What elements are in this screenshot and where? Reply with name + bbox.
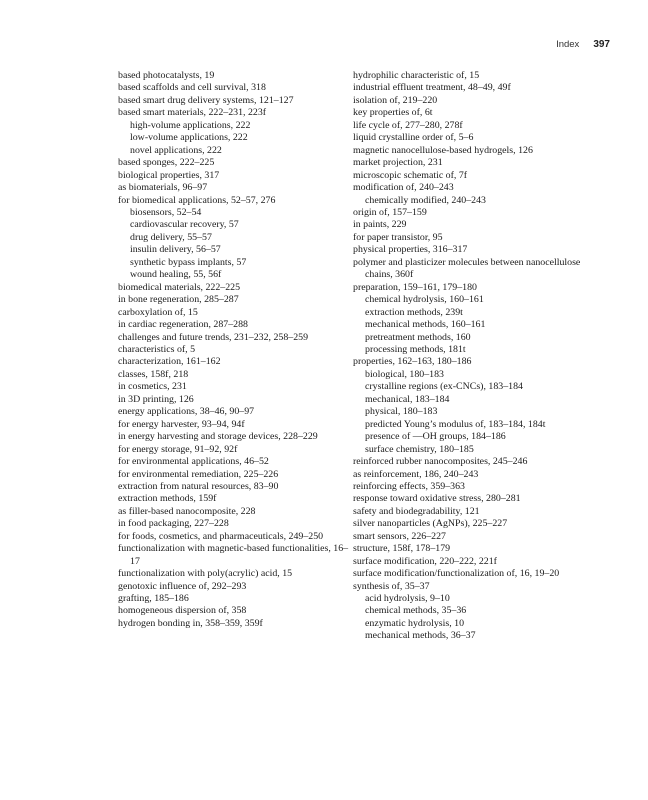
index-entry	[353, 506, 598, 518]
entry-text: for energy storage, 91–92, 92f	[118, 443, 238, 455]
index-entry	[353, 556, 598, 568]
index-entry	[118, 381, 350, 393]
entry-text: for environmental applications, 46–52	[118, 456, 269, 468]
index-entry	[118, 543, 350, 568]
index-entry	[118, 444, 350, 456]
entry-text: silver nanoparticles (AgNPs), 225–227	[353, 518, 508, 530]
entry-text: characterization, 161–162	[118, 356, 221, 368]
index-subentry	[353, 381, 598, 393]
entry-text: energy applications, 38–46, 90–97	[118, 406, 255, 418]
index-entry	[118, 531, 350, 543]
index-entry	[353, 518, 598, 530]
entry-text: mechanical, 183–184	[365, 393, 450, 405]
index-entry	[353, 95, 598, 107]
index-subentry	[118, 269, 350, 281]
entry-text: processing methods, 181t	[365, 343, 466, 355]
entry-text: for energy harvester, 93–94, 94f	[118, 418, 245, 430]
index-subentry	[353, 307, 598, 319]
index-entry	[118, 618, 350, 630]
index-subentry	[353, 431, 598, 443]
index-entry	[353, 170, 598, 182]
index-entry	[118, 157, 350, 169]
entry-text: in cardiac regeneration, 287–288	[118, 319, 248, 331]
index-entry	[118, 481, 350, 493]
index-column-right	[353, 70, 598, 643]
index-subentry	[118, 219, 350, 231]
entry-text: in bone regeneration, 285–287	[118, 294, 239, 306]
entry-text: crystalline regions (ex-CNCs), 183–184	[365, 381, 523, 393]
entry-text: life cycle of, 277–280, 278f	[353, 119, 463, 131]
index-entry	[118, 356, 350, 368]
index-entry	[353, 207, 598, 219]
entry-text: as biomaterials, 96–97	[118, 182, 208, 194]
entry-text: characteristics of, 5	[118, 343, 196, 355]
index-subentry	[353, 369, 598, 381]
index-subentry	[353, 319, 598, 331]
index-entry	[118, 469, 350, 481]
index-subentry	[118, 207, 350, 219]
entry-text: response toward oxidative stress, 280–281	[353, 493, 521, 505]
entry-text: for environmental remediation, 225–226	[118, 468, 279, 480]
index-subentry	[353, 419, 598, 431]
entry-text: polymer and plasticizer molecules between nanocellulose chains, 360f	[353, 256, 581, 281]
entry-text: high-volume applications, 222	[130, 119, 251, 131]
entry-text: predicted Young’s modulus of, 183–184, 184t	[365, 418, 546, 430]
entry-text: preparation, 159–161, 179–180	[353, 281, 477, 293]
index-entry	[118, 456, 350, 468]
entry-text: isolation of, 219–220	[353, 94, 438, 106]
entry-text: grafting, 185–186	[118, 593, 189, 605]
entry-text: carboxylation of, 15	[118, 306, 198, 318]
entry-text: as reinforcement, 186, 240–243	[353, 468, 479, 480]
entry-text: in 3D printing, 126	[118, 393, 194, 405]
index-column-left	[118, 70, 350, 630]
index-entry	[353, 282, 598, 294]
entry-text: structure, 158f, 178–179	[353, 543, 451, 555]
index-entry	[353, 581, 598, 593]
index-subentry	[353, 406, 598, 418]
index-entry	[118, 568, 350, 580]
entry-text: extraction methods, 159f	[118, 493, 217, 505]
section-title: Index	[556, 39, 580, 50]
index-subentry	[353, 344, 598, 356]
entry-text: based photocatalysts, 19	[118, 70, 215, 81]
index-entry	[353, 469, 598, 481]
entry-text: surface chemistry, 180–185	[365, 443, 474, 455]
index-entry	[118, 581, 350, 593]
entry-text: hydrophilic characteristic of, 15	[353, 70, 480, 81]
index-entry	[353, 456, 598, 468]
index-entry	[118, 182, 350, 194]
index-entry	[353, 157, 598, 169]
entry-text: biological, 180–183	[365, 368, 444, 380]
entry-text: reinforced rubber nanocomposites, 245–246	[353, 456, 528, 468]
entry-text: liquid crystalline order of, 5–6	[353, 132, 474, 144]
index-subentry	[118, 120, 350, 132]
index-entry	[353, 182, 598, 194]
entry-text: chemically modified, 240–243	[365, 194, 486, 206]
index-entry	[118, 493, 350, 505]
index-entry	[118, 394, 350, 406]
index-subentry	[118, 232, 350, 244]
entry-text: based scaffolds and cell survival, 318	[118, 82, 266, 94]
entry-text: surface modification/functionalization of, 16, 19–20	[353, 568, 560, 580]
entry-text: cardiovascular recovery, 57	[130, 219, 239, 231]
entry-text: safety and biodegradability, 121	[353, 505, 480, 517]
index-entry	[353, 493, 598, 505]
entry-text: biological properties, 317	[118, 169, 220, 181]
index-entry	[353, 107, 598, 119]
entry-text: based smart materials, 222–231, 223f	[118, 107, 267, 119]
entry-text: presence of —OH groups, 184–186	[365, 431, 506, 443]
index-entry	[118, 307, 350, 319]
index-entry	[118, 282, 350, 294]
index-subentry	[353, 630, 598, 642]
page-number: 397	[593, 39, 610, 50]
index-entry	[118, 170, 350, 182]
index-entry	[118, 344, 350, 356]
entry-text: chemical hydrolysis, 160–161	[365, 294, 484, 306]
index-subentry	[353, 332, 598, 344]
entry-text: novel applications, 222	[130, 144, 222, 156]
index-entry	[118, 82, 350, 94]
entry-text: origin of, 157–159	[353, 206, 427, 218]
index-subentry	[118, 145, 350, 157]
entry-text: enzymatic hydrolysis, 10	[365, 617, 465, 629]
index-entry	[118, 518, 350, 530]
index-entry	[118, 406, 350, 418]
entry-text: physical, 180–183	[365, 406, 438, 418]
index-entry	[118, 107, 350, 119]
index-subentry	[353, 605, 598, 617]
entry-text: functionalization with magnetic-based functionalities, 16–17	[118, 543, 349, 567]
index-entry	[118, 332, 350, 344]
entry-text: based smart drug delivery systems, 121–127	[118, 94, 294, 106]
entry-text: modification of, 240–243	[353, 182, 454, 194]
entry-text: in paints, 229	[353, 219, 407, 231]
running-header	[556, 39, 610, 55]
entry-text: hydrogen bonding in, 358–359, 359f	[118, 617, 263, 629]
entry-text: for paper transistor, 95	[353, 231, 443, 243]
index-entry	[353, 70, 598, 82]
entry-text: drug delivery, 55–57	[130, 231, 212, 243]
index-subentry	[353, 394, 598, 406]
entry-text: classes, 158f, 218	[118, 368, 189, 380]
entry-text: insulin delivery, 56–57	[130, 244, 221, 256]
entry-text: mechanical methods, 36–37	[365, 630, 476, 642]
index-entry	[118, 294, 350, 306]
index-entry	[118, 431, 350, 443]
index-entry	[353, 531, 598, 543]
index-entry	[353, 82, 598, 94]
index-entry	[118, 605, 350, 617]
entry-text: properties, 162–163, 180–186	[353, 356, 472, 368]
entry-text: in cosmetics, 231	[118, 381, 187, 393]
entry-text: synthetic bypass implants, 57	[130, 256, 247, 268]
index-entry	[353, 481, 598, 493]
index-entry	[353, 145, 598, 157]
index-entry	[353, 356, 598, 368]
entry-text: smart sensors, 226–227	[353, 530, 446, 542]
index-subentry	[118, 244, 350, 256]
entry-text: for foods, cosmetics, and pharmaceuticals, 249–250	[118, 530, 324, 542]
index-subentry	[118, 257, 350, 269]
entry-text: based sponges, 222–225	[118, 157, 215, 169]
entry-text: low-volume applications, 222	[130, 132, 248, 144]
index-subentry	[353, 593, 598, 605]
index-entry	[353, 257, 598, 282]
entry-text: mechanical methods, 160–161	[365, 319, 486, 331]
index-subentry	[353, 618, 598, 630]
entry-text: wound healing, 55, 56f	[130, 269, 222, 281]
entry-text: acid hydrolysis, 9–10	[365, 593, 450, 605]
index-subentry	[353, 294, 598, 306]
entry-text: in energy harvesting and storage devices, 228–229	[118, 431, 318, 443]
index-subentry	[353, 444, 598, 456]
entry-text: key properties of, 6t	[353, 107, 433, 119]
index-entry	[118, 195, 350, 207]
index-entry	[118, 419, 350, 431]
entry-text: extraction methods, 239t	[365, 306, 463, 318]
index-entry	[353, 232, 598, 244]
entry-text: magnetic nanocellulose-based hydrogels, 126	[353, 144, 533, 156]
index-entry	[353, 132, 598, 144]
entry-text: microscopic schematic of, 7f	[353, 169, 468, 181]
entry-text: biosensors, 52–54	[130, 206, 202, 218]
entry-text: homogeneous dispersion of, 358	[118, 605, 247, 617]
index-entry	[118, 506, 350, 518]
index-entry	[118, 70, 350, 82]
entry-text: industrial effluent treatment, 48–49, 49f	[353, 82, 511, 94]
index-entry	[353, 568, 598, 580]
entry-text: in food packaging, 227–228	[118, 518, 229, 530]
entry-text: physical properties, 316–317	[353, 244, 468, 256]
index-subentry	[118, 132, 350, 144]
entry-text: synthesis of, 35–37	[353, 580, 430, 592]
entry-text: functionalization with poly(acrylic) acid, 15	[118, 568, 293, 580]
index-entry	[118, 95, 350, 107]
entry-text: market projection, 231	[353, 157, 443, 169]
index-entry	[353, 219, 598, 231]
index-entry	[353, 244, 598, 256]
entry-text: pretreatment methods, 160	[365, 331, 471, 343]
entry-text: surface modification, 220–222, 221f	[353, 555, 497, 567]
index-entry	[118, 369, 350, 381]
entry-text: as filler-based nanocomposite, 228	[118, 505, 256, 517]
entry-text: chemical methods, 35–36	[365, 605, 467, 617]
entry-text: for biomedical applications, 52–57, 276	[118, 194, 276, 206]
index-entry	[118, 319, 350, 331]
entry-text: challenges and future trends, 231–232, 258–259	[118, 331, 309, 343]
entry-text: extraction from natural resources, 83–90	[118, 480, 279, 492]
entry-text: reinforcing effects, 359–363	[353, 480, 465, 492]
index-entry	[353, 543, 598, 555]
entry-text: genotoxic influence of, 292–293	[118, 580, 247, 592]
index-subentry	[353, 195, 598, 207]
index-entry	[118, 593, 350, 605]
index-entry	[353, 120, 598, 132]
entry-text: biomedical materials, 222–225	[118, 281, 241, 293]
